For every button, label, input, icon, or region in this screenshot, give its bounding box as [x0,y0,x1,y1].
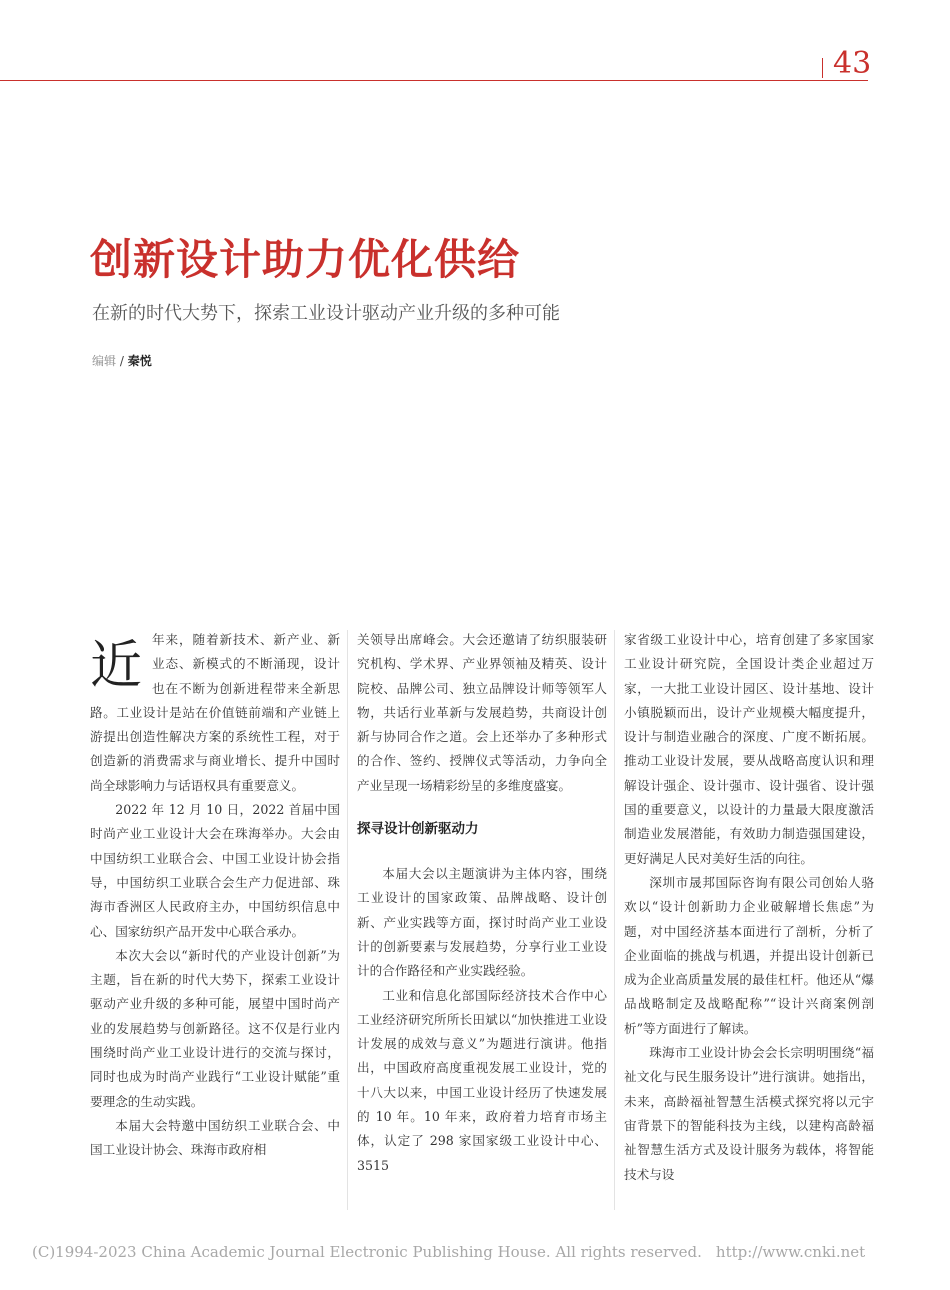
body-column-2 [357,628,607,1210]
article-title: 创新设计助力优化供给 [90,235,521,284]
intro-paragraph [90,628,340,798]
body-column-1 [90,628,340,1210]
page-number: 43 [833,46,872,81]
body-paragraph: 深圳市晟邦国际咨询有限公司创始人骆欢以“设计创新助力企业破解增长焦虑”为题，对中国经济基本面进行了剖析，分析了企业面临的挑战与机遇，并提出设计创新已成为企业高质量发展的最佳杠杆。他还从“爆品战略制定及战略配称”“设计兴商案例剖析”等方面进行了解读。 [624,874,874,1036]
article-subtitle: 在新的时代大势下，探索工业设计驱动产业升级的多种可能 [92,303,560,324]
body-paragraph: 珠海市工业设计协会会长宗明明围绕“福祉文化与民生服务设计”进行演讲。她指出，未来，高龄福祉智慧生活模式探究将以元宇宙背景下的智能科技为主线，以建构高龄福祉智慧生活方式及设计服务为载体，将智能技术与设 [624,1045,874,1182]
drop-cap: 近 [90,636,143,696]
byline-separator: / [116,354,128,368]
body-paragraph: 2022 年 12 月 10 日，2022 首届中国时尚产业工业设计大会在珠海举办。大会由中国纺织工业联合会、中国工业设计协会指导，中国纺织工业联合会生产力促进部、珠海市香洲区人民政府主办，中国纺织信息中心、国家纺织产品开发中心联合承办。 [90,802,340,939]
byline-role: 编辑 [92,354,117,368]
column-divider [614,630,615,1210]
body-paragraph-continued: 关领导出席峰会。大会还邀请了纺织服装研究机构、学术界、产业界领袖及精英、设计院校、品牌公司、独立品牌设计师等领军人物，共话行业革新与发展趋势，共商设计创新与协同合作之道。会上还举办了多种形式的合作、签约、授牌仪式等活动，力争向全产业呈现一场精彩纷呈的多维度盛宴。 [357,632,607,793]
body-column-3 [624,628,874,1210]
copyright-text: (C)1994-2023 China Academic Journal Electronic Publishing House. All rights reserved. [32,1243,702,1261]
body-paragraph: 本次大会以“新时代的产业设计创新”为主题，旨在新的时代大势下，探索工业设计驱动产业升级的多种可能，展望中国时尚产业的发展趋势与创新路径。这不仅是行业内围绕时尚产业工业设计进行的交流与探讨，同时也成为时尚产业践行“工业设计赋能”重要理念的生动实践。 [90,947,340,1109]
header-rule [0,80,868,81]
page-number-divider [822,58,823,78]
copyright-footer [32,1241,865,1263]
body-paragraph: 本届大会以主题演讲为主体内容，围绕工业设计的国家政策、品牌战略、设计创新、产业实践等方面，探讨时尚产业工业设计的创新要素与发展趋势，分享行业工业设计的合作路径和产业实践经验。 [357,866,607,979]
byline [92,352,152,370]
section-heading: 探寻设计创新驱动力 [357,821,479,838]
column-divider [347,630,348,1210]
byline-name: 秦悦 [127,354,152,368]
body-paragraph: 工业和信息化部国际经济技术合作中心工业经济研究所所长田斌以“加快推进工业设计发展的成效与意义”为题进行演讲。他指出，中国政府高度重视发展工业设计，党的十八大以来，中国工业设计经历了快速发展的 10 年。10 年来，政府着力培育市场主体，认定了 298 家国家级工业设计中心、3515 [357,987,607,1173]
body-paragraph: 本届大会特邀中国纺织工业联合会、中国工业设计协会、珠海市政府相 [90,1117,340,1158]
footer-url: http://www.cnki.net [715,1243,866,1261]
body-paragraph-continued: 家省级工业设计中心，培育创建了多家国家工业设计研究院，全国设计类企业超过万家，一大批工业设计园区、设计基地、设计小镇脱颖而出，设计产业规模大幅度提升，设计与制造业融合的深度、广度不断拓展。推动工业设计发展，要从战略高度认识和理解设计强企、设计强市、设计强省、设计强国的重要意义，以设计的力量最大限度激活制造业发展潜能，有效助力制造强国建设，更好满足人民对美好生活的向往。 [624,632,874,866]
intro-paragraph-text: 年来，随着新技术、新产业、新业态、新模式的不断涌现，设计也在不断为创新进程带来全新思路。工业设计是站在价值链前端和产业链上游提出创造性解决方案的系统性工程，对于创造新的消费需求与商业增长、提升中国时尚全球影响力与话语权具有重要意义。 [90,632,340,793]
